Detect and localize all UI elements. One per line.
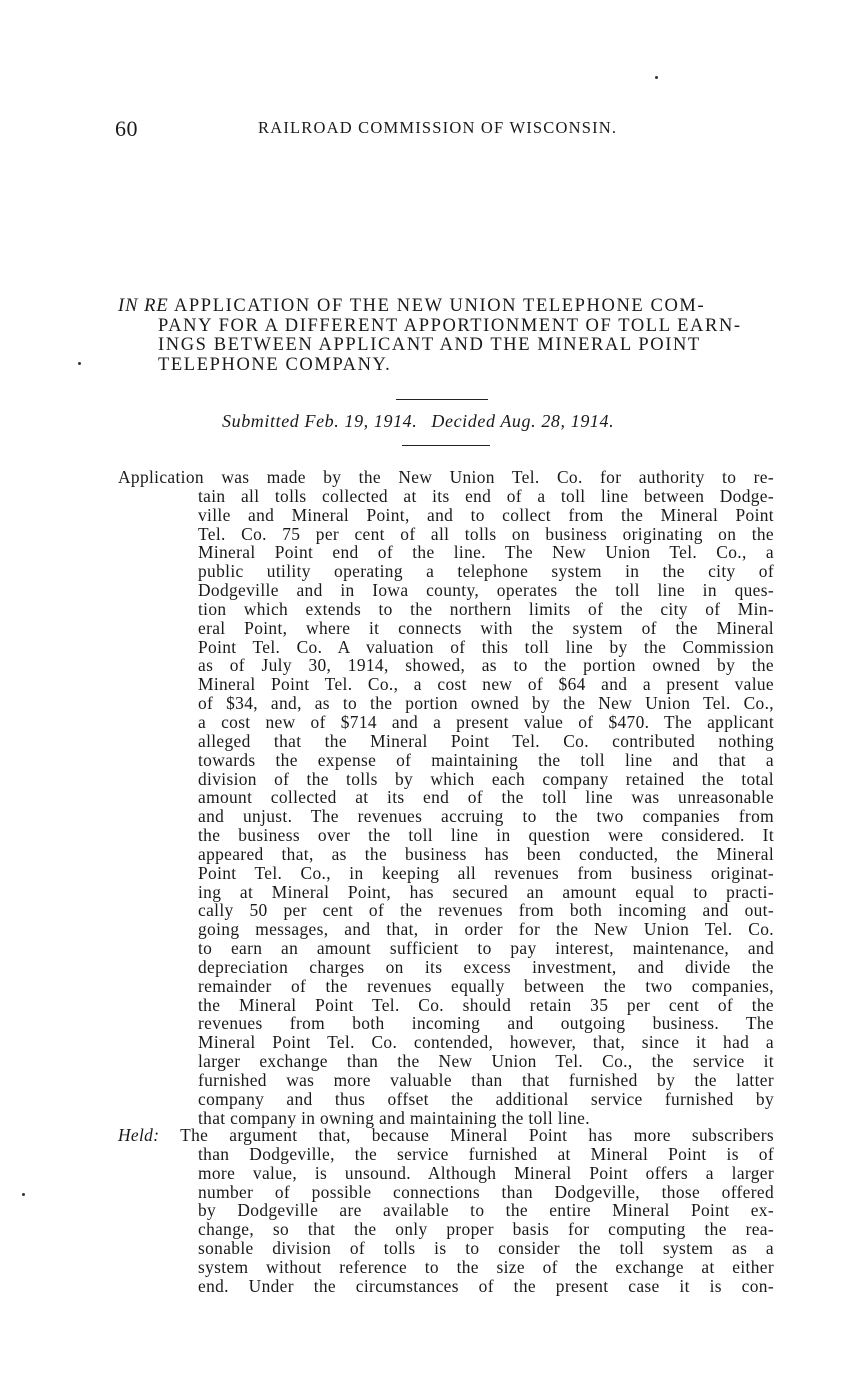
divider-bottom	[402, 445, 490, 446]
application-line: revenues from both incoming and outgoing business. The	[198, 1013, 774, 1034]
application-line: company and thus offset the additional service furnished by	[198, 1088, 774, 1109]
in-re-label: IN RE	[118, 296, 169, 316]
held-line: number of possible connections than Dodgeville, those offered	[198, 1181, 774, 1202]
case-title-line-1: APPLICATION OF THE NEW UNION TELEPHONE COM-	[173, 296, 706, 316]
held-first-line-text: The argument that, because Mineral Point has more subscribers	[180, 1125, 775, 1145]
held-line: than Dodgeville, the service furnished at Mineral Point is of	[198, 1143, 774, 1164]
application-line: furnished was more valuable than that furnished by the latter	[198, 1070, 774, 1090]
held-lead-line	[118, 1126, 774, 1145]
application-line: the Mineral Point Tel. Co. should retain 35 per cent of the	[198, 994, 774, 1015]
application-line: depreciation charges on its excess investment, and divide the	[198, 956, 774, 977]
scan-speck	[78, 362, 81, 365]
application-line: Tel. Co. 75 per cent of all tolls on business originating on the	[198, 523, 774, 544]
case-dates	[222, 411, 614, 432]
divider-top	[396, 399, 488, 400]
application-line: eral Point, where it connects with the system of the Mineral	[198, 617, 774, 638]
application-line: of $34, and, as to the portion owned by the New Union Tel. Co.,	[198, 693, 774, 714]
case-title-line-4: TELEPHONE COMPANY.	[158, 354, 392, 375]
case-title-line-2: PANY FOR A DIFFERENT APPORTIONMENT OF TOLL EARN-	[158, 315, 742, 336]
held-paragraph	[118, 1126, 774, 1296]
application-line: a cost new of $714 and a present value of $470. The applicant	[198, 711, 774, 732]
held-line: system without reference to the size of the exchange at either	[198, 1256, 774, 1277]
decided-date: Decided Aug. 28, 1914.	[431, 411, 615, 431]
application-line: and unjust. The revenues accruing to the two companies from	[198, 806, 774, 827]
application-line: Point Tel. Co. A valuation of this toll line by the Commission	[198, 636, 774, 657]
application-line: remainder of the revenues equally between the two companies,	[198, 975, 774, 996]
case-title-line-3: INGS BETWEEN APPLICANT AND THE MINERAL POINT	[158, 335, 701, 355]
scan-speck	[22, 1193, 25, 1196]
held-line: more value, is unsound. Although Mineral Point offers a larger	[198, 1162, 774, 1183]
application-line: towards the expense of maintaining the toll line and that a	[198, 749, 774, 770]
held-line: by Dodgeville are available to the entire Mineral Point ex-	[198, 1200, 774, 1221]
application-line: Mineral Point end of the line. The New Union Tel. Co., a	[198, 542, 774, 563]
application-line: Mineral Point Tel. Co., a cost new of $64 and a present value	[198, 674, 774, 695]
submitted-date: Submitted Feb. 19, 1914.	[222, 411, 418, 431]
application-line: tion which extends to the northern limits of the city of Min-	[198, 598, 774, 619]
application-paragraph	[118, 468, 774, 1128]
application-line: to earn an amount sufficient to pay interest, maintenance, and	[198, 938, 774, 959]
application-line: larger exchange than the New Union Tel. Co., the service it	[198, 1051, 774, 1072]
application-line: ing at Mineral Point, has secured an amount equal to practi-	[198, 881, 774, 902]
application-line: ville and Mineral Point, and to collect from the Mineral Point	[198, 504, 774, 525]
application-lead-line: Application was made by the New Union Tel. Co. for authority to re-	[118, 467, 774, 487]
application-line: tain all tolls collected at its end of a toll line between Dodge-	[198, 485, 774, 506]
application-line: that company in owning and maintaining the toll line.	[198, 1107, 590, 1128]
held-line: sonable division of tolls is to consider the toll system as a	[198, 1238, 774, 1259]
application-line: as of July 30, 1914, showed, as to the portion owned by the	[198, 655, 774, 676]
application-line: alleged that the Mineral Point Tel. Co. contributed nothing	[198, 730, 774, 751]
case-title	[118, 297, 773, 375]
application-line: going messages, and that, in order for the New Union Tel. Co.	[198, 919, 774, 940]
application-line: Point Tel. Co., in keeping all revenues from business originat-	[198, 862, 774, 883]
application-line: division of the tolls by which each company retained the total	[198, 768, 774, 789]
application-line: the business over the toll line in question were considered. It	[198, 825, 774, 846]
page-number: 60	[115, 116, 138, 141]
application-line: cally 50 per cent of the revenues from both incoming and out-	[198, 900, 774, 921]
application-line: Dodgeville and in Iowa county, operates the toll line in ques-	[198, 580, 774, 601]
application-line: amount collected at its end of the toll line was unreasonable	[198, 787, 774, 808]
held-line: change, so that the only proper basis for computing the rea-	[198, 1219, 774, 1240]
application-line: appeared that, as the business has been conducted, the Mineral	[198, 843, 774, 864]
scan-speck	[655, 76, 658, 79]
application-line: public utility operating a telephone system in the city of	[198, 561, 774, 582]
held-line: end. Under the circumstances of the present case it is con-	[198, 1275, 774, 1296]
application-line: Mineral Point Tel. Co. contended, however, that, since it had a	[198, 1032, 774, 1053]
running-head: RAILROAD COMMISSION OF WISCONSIN.	[258, 118, 618, 137]
held-label: Held:	[118, 1125, 160, 1145]
